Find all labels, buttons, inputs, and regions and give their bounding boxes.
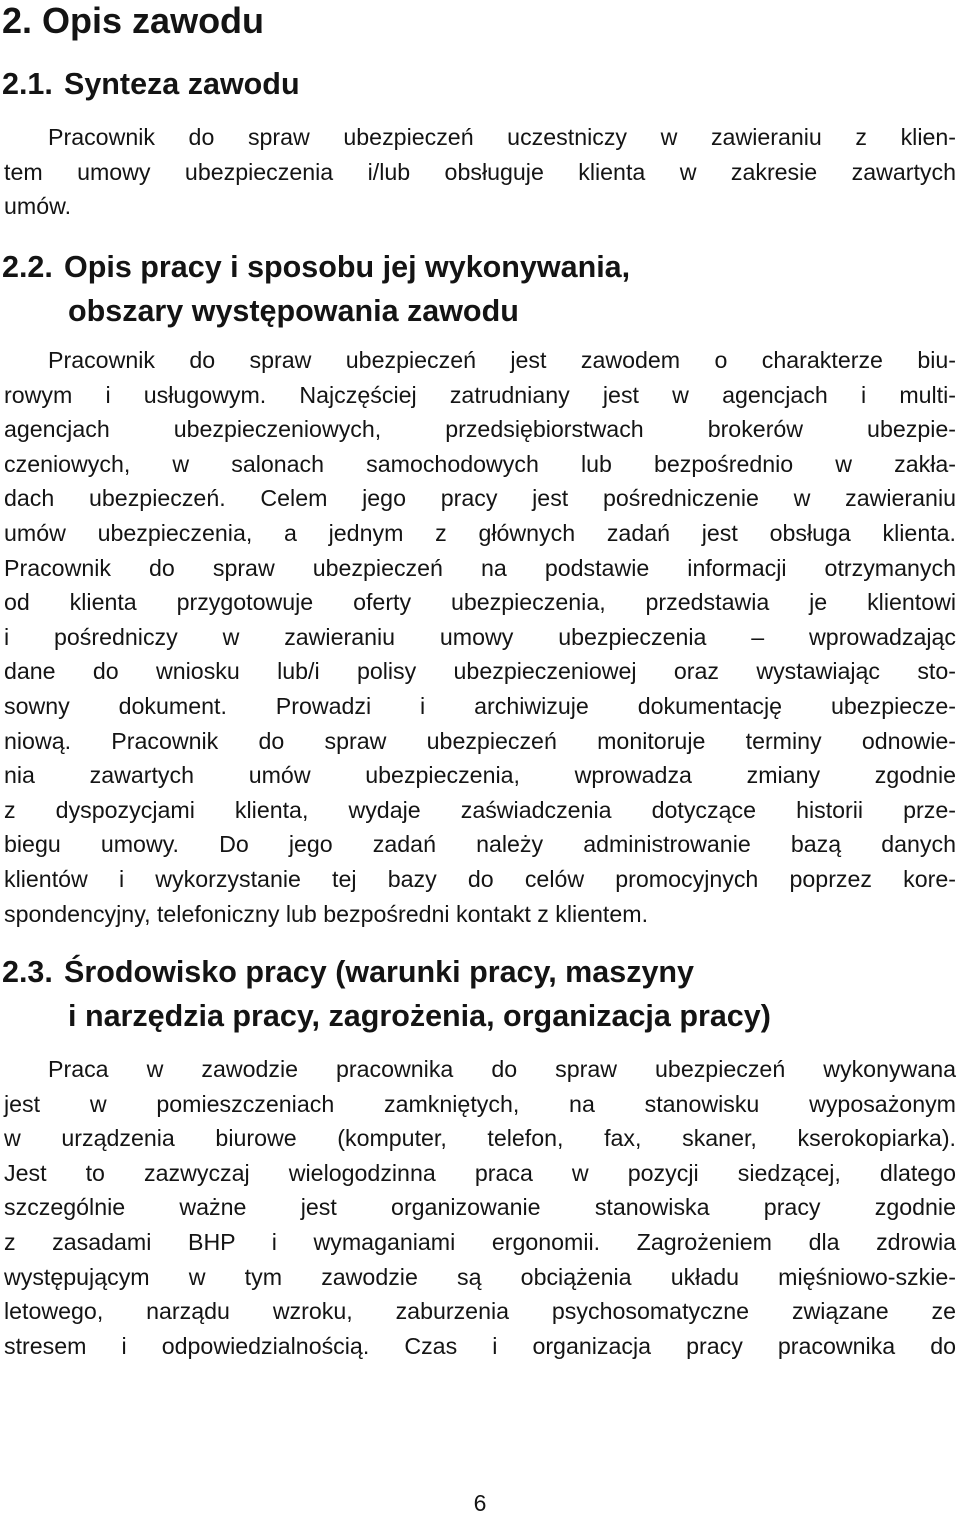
text-line: występującym w tym zawodzie są obciążenia układu mięśniowo-szkie-	[4, 1263, 956, 1290]
text-line: z zasadami BHP i wymaganiami ergonomii. Zagrożeniem dla zdrowia	[4, 1228, 956, 1255]
section-2-3-paragraph	[4, 1052, 956, 1363]
section-2-3-title-line-1: Środowisko pracy (warunki pracy, maszyny	[64, 955, 695, 989]
text-line: nia zawartych umów ubezpieczenia, wprowadza zmiany zgodnie	[4, 762, 956, 789]
section-2-1-heading	[2, 62, 300, 106]
text-line: spondencyjny, telefoniczny lub bezpośredni kontakt z klientem.	[4, 900, 649, 927]
text-line: czeniowych, w salonach samochodowych lub bezpośrednio w zakła-	[4, 450, 956, 477]
text-line: sowny dokument. Prowadzi i archiwizuje dokumentację ubezpiecze-	[4, 692, 956, 719]
text-line: niową. Pracownik do spraw ubezpieczeń monitoruje terminy odnowie-	[4, 727, 956, 754]
section-2-2-paragraph	[4, 343, 956, 931]
text-line: Jest to zazwyczaj wielogodzinna praca w pozycji siedzącej, dlatego	[4, 1159, 956, 1186]
page-number: 6	[473, 1490, 487, 1516]
chapter-title: 2. Opis zawodu	[2, 0, 265, 41]
text-line: stresem i odpowiedzialnością. Czas i organizacja pracy pracownika do	[4, 1332, 956, 1359]
text-line: klientów i wykorzystanie tej bazy do celów promocyjnych poprzez kore-	[4, 865, 956, 892]
text-line: jest w pomieszczeniach zamkniętych, na stanowisku wyposażonym	[4, 1090, 956, 1117]
text-line: letowego, narządu wzroku, zaburzenia psychosomatyczne związane ze	[4, 1298, 956, 1325]
text-line: tem umowy ubezpieczenia i/lub obsługuje klienta w zakresie zawartych	[4, 158, 956, 185]
text-line: rowym i usługowym. Najczęściej zatrudniany jest w agencjach i multi-	[4, 381, 956, 408]
section-2-1-title: Synteza zawodu	[64, 67, 300, 101]
section-2-3-heading	[2, 950, 771, 1038]
text-line: agencjach ubezpieczeniowych, przedsiębiorstwach brokerów ubezpie-	[4, 416, 956, 443]
text-line: szczególnie ważne jest organizowanie stanowiska pracy zgodnie	[4, 1194, 956, 1221]
text-line: biegu umowy. Do jego zadań należy administrowanie bazą danych	[4, 831, 956, 858]
text-line: umów ubezpieczenia, a jednym z głównych zadań jest obsługa klienta.	[4, 519, 956, 546]
text-line: od klienta przygotowuje oferty ubezpieczenia, przedstawia je klientowi	[4, 589, 956, 616]
text-line: Praca w zawodzie pracownika do spraw ubezpieczeń wykonywana	[48, 1056, 956, 1082]
text-line: dane do wniosku lub/i polisy ubezpieczeniowej oraz wystawiając sto-	[4, 658, 956, 685]
text-line: i pośredniczy w zawieraniu umowy ubezpieczenia – wprowadzając	[4, 623, 956, 650]
section-2-2-title-line-2: obszary występowania zawodu	[68, 294, 519, 328]
section-2-2-title-line-1: Opis pracy i sposobu jej wykonywania,	[64, 250, 631, 284]
section-2-1-paragraph	[4, 120, 956, 224]
section-2-3-title-line-2: i narzędzia pracy, zagrożenia, organizacja pracy)	[68, 999, 771, 1033]
text-line: w urządzenia biurowe (komputer, telefon, fax, skaner, kserokopiarka).	[4, 1125, 956, 1152]
text-line: Pracownik do spraw ubezpieczeń na podstawie informacji otrzymanych	[4, 554, 956, 581]
section-2-2-number: 2.2.	[2, 250, 53, 284]
text-line: dach ubezpieczeń. Celem jego pracy jest pośredniczenie w zawieraniu	[4, 485, 956, 512]
section-2-3-number: 2.3.	[2, 955, 53, 989]
text-line: z dyspozycjami klienta, wydaje zaświadczenia dotyczące historii prze-	[4, 796, 956, 823]
section-2-2-heading	[2, 245, 630, 333]
text-line: Pracownik do spraw ubezpieczeń jest zawodem o charakterze biu-	[48, 347, 956, 373]
text-line: umów.	[4, 193, 72, 220]
section-2-1-number: 2.1.	[2, 67, 53, 101]
text-line: Pracownik do spraw ubezpieczeń uczestniczy w zawieraniu z klien-	[48, 124, 956, 150]
